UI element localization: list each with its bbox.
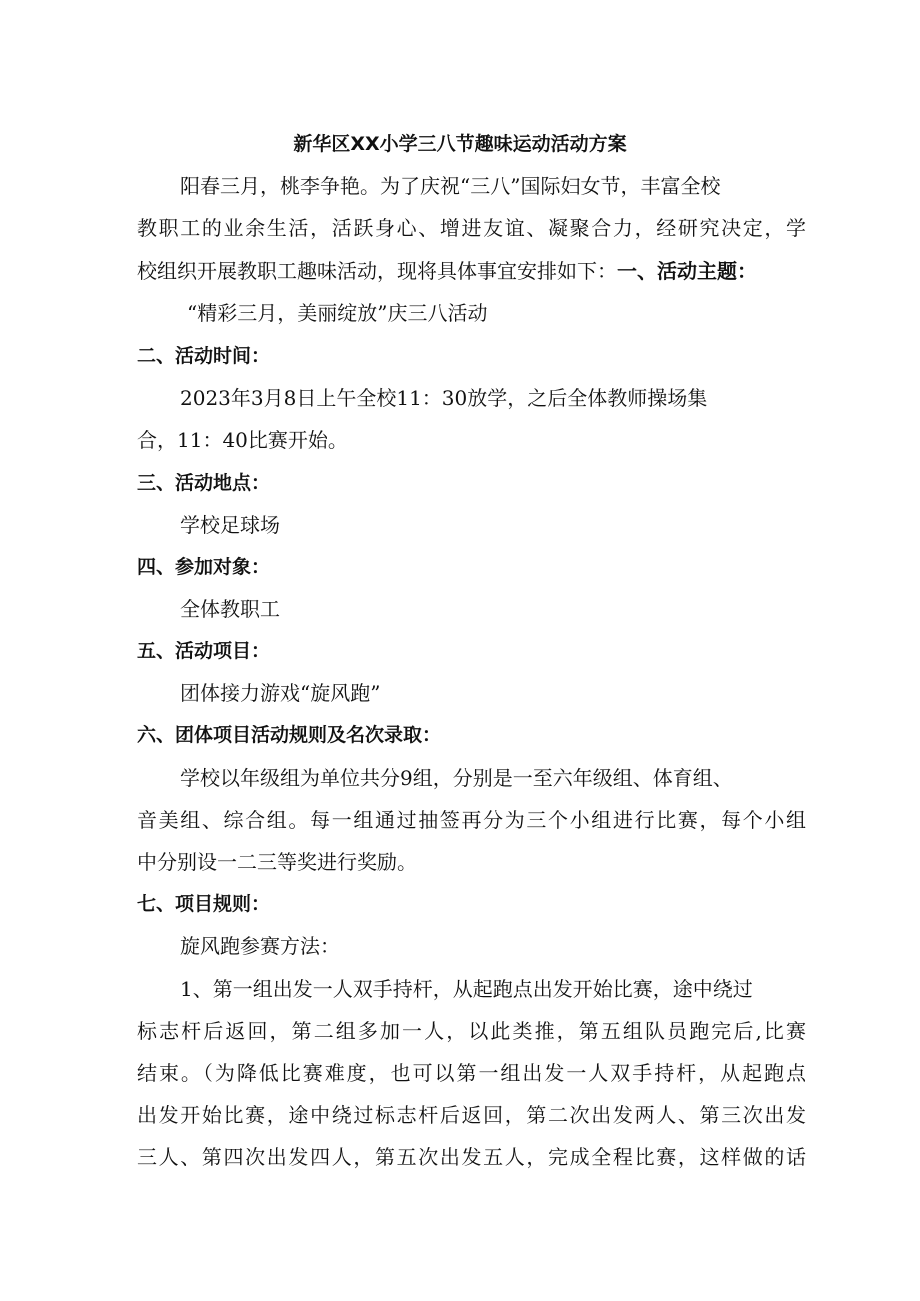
section-heading-participants: 四、参加对象：: [137, 556, 271, 578]
intro-line-2: 教职工的业余生活，活跃身心、增进友谊、凝聚合力，经研究决定，学: [137, 216, 806, 240]
method-line-4: 出发开始比赛，途中绕过标志杆后返回，第二次出发两人、第三次出发: [137, 1103, 806, 1127]
intro-line-3: [137, 257, 757, 285]
section-heading-rules-ranking: 六、团体项目活动规则及名次录取：: [137, 724, 442, 746]
section-heading-time: 二、活动时间：: [137, 345, 271, 367]
place-text: 学校足球场: [180, 513, 280, 537]
method-line-1: 1、第一组出发一人双手持杆，从起跑点出发开始比赛，途中绕过: [180, 977, 753, 1001]
rules-ranking-line-2: 音美组、综合组。每一组通过抽签再分为三个小组进行比赛，每个小组: [137, 808, 806, 832]
document-title: 新华区XX小学三八节趣味运动活动方案: [293, 133, 627, 155]
rules-ranking-line-1: 学校以年级组为单位共分9组，分别是一至六年级组、体育组、: [180, 766, 733, 790]
items-text: 团体接力游戏“旋风跑”: [180, 681, 381, 705]
section-heading-items: 五、活动项目：: [137, 640, 271, 662]
section-heading-rules: 七、项目规则：: [137, 893, 271, 915]
intro-line-1: 阳春三月，桃李争艳。为了庆祝“三八”国际妇女节，丰富全校: [180, 174, 721, 198]
section-heading-theme: 一、活动主题：: [617, 259, 757, 283]
theme-text: “精彩三月，美丽绽放”庆三八活动: [187, 301, 488, 325]
method-line-5: 三人、第四次出发四人，第五次出发五人，完成全程比赛，这样做的话: [137, 1145, 806, 1169]
section-heading-place: 三、活动地点：: [137, 472, 271, 494]
participants-text: 全体教职工: [180, 597, 280, 621]
method-line-3: 结束。（为降低比赛难度，也可以第一组出发一人双手持杆，从起跑点: [137, 1061, 806, 1085]
method-line-2: 标志杆后返回，第二组多加一人，以此类推，第五组队员跑完后,比赛: [137, 1019, 806, 1043]
rules-ranking-line-3: 中分别设一二三等奖进行奖励。: [137, 850, 417, 874]
method-label: 旋风跑参赛方法：: [180, 934, 340, 958]
time-line-2: 合，11：40比赛开始。: [137, 428, 348, 452]
time-line-1: 2023年3月8日上午全校11：30放学，之后全体教师操场集: [180, 386, 708, 410]
intro-line-3-text: 校组织开展教职工趣味活动，现将具体事宜安排如下：: [137, 259, 617, 283]
